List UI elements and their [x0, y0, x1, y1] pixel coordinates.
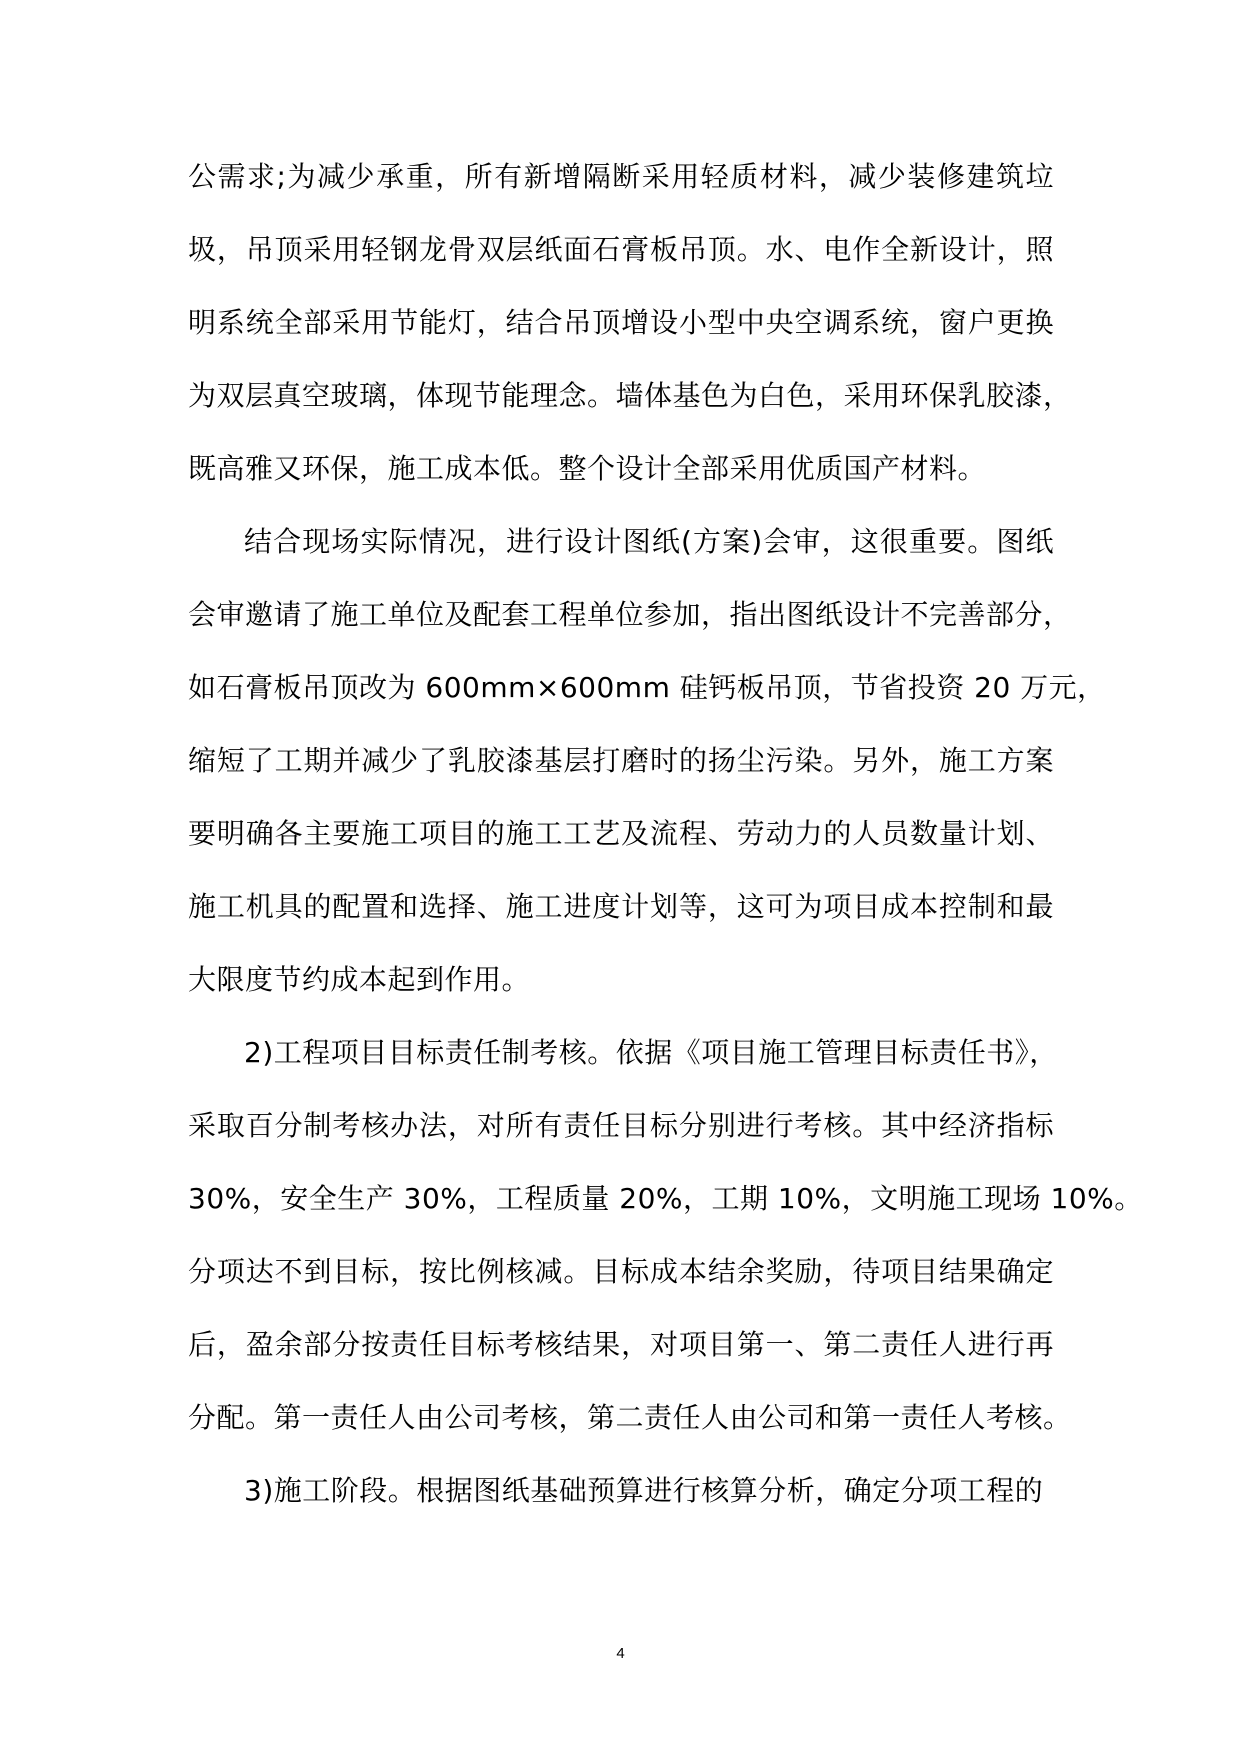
text-line: 施工机具的配置和选择、施工进度计划等，这可为项目成本控制和最 [188, 890, 1054, 923]
paragraph-start-line: 3)施工阶段。根据图纸基础预算进行核算分析，确定分项工程的 [244, 1474, 1044, 1507]
body-text [188, 148, 1143, 1535]
text-line: 后，盈余部分按责任目标考核结果，对项目第一、第二责任人进行再 [188, 1328, 1054, 1361]
paragraph-start-line: 结合现场实际情况，进行设计图纸(方案)会审，这很重要。图纸 [244, 525, 1054, 558]
text-line: 既高雅又环保，施工成本低。整个设计全部采用优质国产材料。 [188, 452, 987, 485]
paragraph-start-line: 2)工程项目目标责任制考核。依据《项目施工管理目标责任书》， [244, 1036, 1058, 1069]
text-line: 如石膏板吊顶改为 600mm×600mm 硅钙板吊顶，节省投资 20 万元， [188, 671, 1106, 704]
text-line: 会审邀请了施工单位及配套工程单位参加，指出图纸设计不完善部分， [188, 598, 1072, 631]
text-line: 采取百分制考核办法，对所有责任目标分别进行考核。其中经济指标 [188, 1109, 1054, 1142]
text-line: 要明确各主要施工项目的施工工艺及流程、劳动力的人员数量计划、 [188, 817, 1054, 850]
text-line: 大限度节约成本起到作用。 [188, 963, 531, 996]
text-line: 缩短了工期并减少了乳胶漆基层打磨时的扬尘污染。另外，施工方案 [188, 744, 1054, 777]
page-number: 4 [616, 1645, 625, 1662]
text-line: 为双层真空玻璃，体现节能理念。墙体基色为白色，采用环保乳胶漆， [188, 379, 1072, 412]
text-line: 分项达不到目标，按比例核减。目标成本结余奖励，待项目结果确定 [188, 1255, 1054, 1288]
text-line: 分配。第一责任人由公司考核，第二责任人由公司和第一责任人考核。 [188, 1401, 1072, 1434]
text-line: 圾，吊顶采用轻钢龙骨双层纸面石膏板吊顶。水、电作全新设计，照 [188, 233, 1054, 266]
text-line: 公需求;为减少承重，所有新增隔断采用轻质材料，减少装修建筑垃 [188, 160, 1054, 193]
text-line: 明系统全部采用节能灯，结合吊顶增设小型中央空调系统，窗户更换 [188, 306, 1054, 339]
text-line: 30%，安全生产 30%，工程质量 20%，工期 10%，文明施工现场 10%。 [188, 1182, 1143, 1215]
